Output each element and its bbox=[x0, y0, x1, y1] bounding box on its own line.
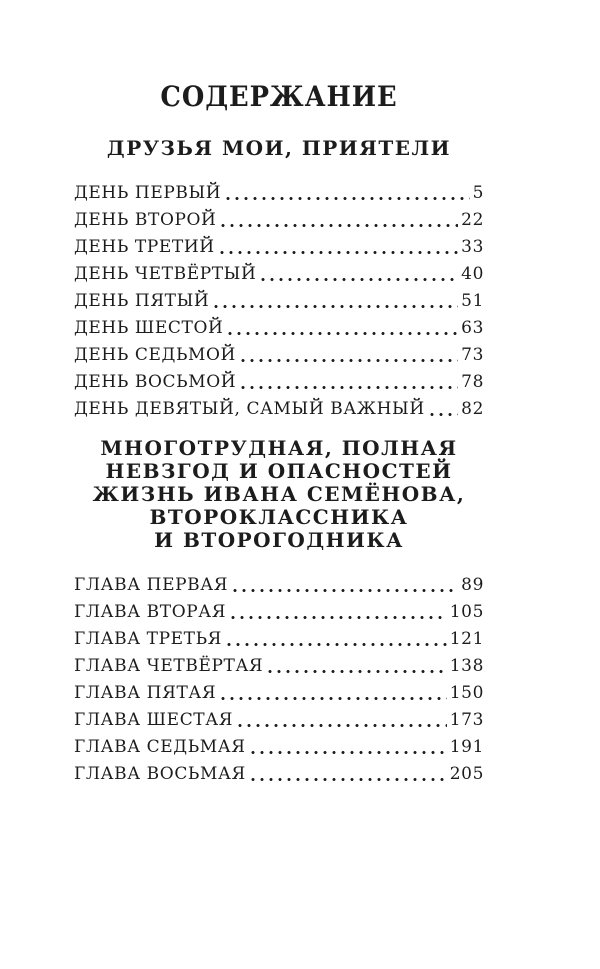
entry-page-number: 5 bbox=[472, 183, 484, 204]
entry-label: ДЕНЬ ШЕСТОЙ bbox=[74, 318, 224, 339]
toc-entry bbox=[74, 761, 484, 788]
toc-entry bbox=[74, 342, 484, 369]
entry-label: ГЛАВА ЧЕТВЁРТАЯ bbox=[74, 656, 264, 677]
entry-label: ДЕНЬ ПЯТЫЙ bbox=[74, 291, 210, 312]
dot-leader bbox=[226, 196, 469, 201]
dot-leader bbox=[251, 777, 447, 782]
entry-list bbox=[74, 180, 484, 423]
toc-page bbox=[74, 0, 484, 788]
toc-entry bbox=[74, 626, 484, 653]
entry-label: ГЛАВА ТРЕТЬЯ bbox=[74, 629, 222, 650]
dot-leader bbox=[231, 615, 447, 620]
entry-label: ГЛАВА СЕДЬМАЯ bbox=[74, 737, 246, 758]
section-heading bbox=[74, 137, 484, 160]
dot-leader bbox=[214, 304, 458, 309]
entry-page-number: 205 bbox=[449, 764, 484, 785]
entry-page-number: 121 bbox=[449, 629, 484, 650]
section-heading-line: ВТОРОКЛАССНИКА bbox=[149, 505, 409, 530]
sections-container bbox=[74, 137, 484, 788]
entry-page-number: 150 bbox=[449, 683, 484, 704]
toc-entry bbox=[74, 261, 484, 288]
entry-page-number: 51 bbox=[461, 291, 484, 312]
toc-section bbox=[74, 137, 484, 423]
entry-label: ДЕНЬ ВТОРОЙ bbox=[74, 210, 217, 231]
dot-leader bbox=[241, 358, 458, 363]
toc-entry bbox=[74, 315, 484, 342]
toc-entry bbox=[74, 396, 484, 423]
entry-label: ГЛАВА ПЯТАЯ bbox=[74, 683, 217, 704]
toc-entry bbox=[74, 207, 484, 234]
section-heading-line: ЖИЗНЬ ИВАНА СЕМЁНОВА, bbox=[92, 482, 466, 507]
section-heading-line: МНОГОТРУДНАЯ, ПОЛНАЯ bbox=[100, 436, 458, 461]
toc-entry bbox=[74, 734, 484, 761]
toc-entry bbox=[74, 572, 484, 599]
entry-page-number: 63 bbox=[461, 318, 484, 339]
entry-page-number: 105 bbox=[449, 602, 484, 623]
entry-page-number: 73 bbox=[461, 345, 484, 366]
section-heading-line: И ВТОРОГОДНИКА bbox=[154, 528, 404, 553]
dot-leader bbox=[430, 412, 458, 417]
toc-entry bbox=[74, 680, 484, 707]
dot-leader bbox=[220, 250, 458, 255]
entry-label: ГЛАВА ШЕСТАЯ bbox=[74, 710, 234, 731]
toc-entry bbox=[74, 234, 484, 261]
entry-label: ДЕНЬ ТРЕТИЙ bbox=[74, 237, 215, 258]
dot-leader bbox=[221, 696, 447, 701]
entry-page-number: 22 bbox=[461, 210, 484, 231]
entry-page-number: 173 bbox=[449, 710, 484, 731]
entry-page-number: 40 bbox=[461, 264, 484, 285]
dot-leader bbox=[268, 669, 446, 674]
entry-label: ДЕНЬ ЧЕТВЁРТЫЙ bbox=[74, 264, 257, 285]
section-heading bbox=[74, 437, 484, 552]
toc-entry bbox=[74, 369, 484, 396]
entry-page-number: 89 bbox=[461, 575, 484, 596]
page-title: СОДЕРЖАНИЕ bbox=[160, 80, 398, 113]
dot-leader bbox=[221, 223, 458, 228]
entry-page-number: 138 bbox=[449, 656, 484, 677]
toc-entry bbox=[74, 599, 484, 626]
dot-leader bbox=[233, 588, 458, 593]
dot-leader bbox=[238, 723, 447, 728]
toc-entry bbox=[74, 653, 484, 680]
entry-page-number: 191 bbox=[449, 737, 484, 758]
dot-leader bbox=[241, 385, 458, 390]
entry-label: ДЕНЬ ВОСЬМОЙ bbox=[74, 372, 237, 393]
section-heading-line: НЕВЗГОД И ОПАСНОСТЕЙ bbox=[105, 459, 453, 484]
dot-leader bbox=[261, 277, 458, 282]
entry-label: ГЛАВА ВОСЬМАЯ bbox=[74, 764, 246, 785]
entry-label: ГЛАВА ПЕРВАЯ bbox=[74, 575, 229, 596]
toc-entry bbox=[74, 288, 484, 315]
toc-section bbox=[74, 437, 484, 788]
entry-page-number: 82 bbox=[461, 399, 484, 420]
toc-entry bbox=[74, 180, 484, 207]
entry-page-number: 33 bbox=[461, 237, 484, 258]
dot-leader bbox=[227, 642, 447, 647]
entry-list bbox=[74, 572, 484, 788]
section-heading-line: ДРУЗЬЯ МОИ, ПРИЯТЕЛИ bbox=[106, 136, 452, 161]
dot-leader bbox=[251, 750, 447, 755]
entry-label: ГЛАВА ВТОРАЯ bbox=[74, 602, 227, 623]
entry-label: ДЕНЬ ПЕРВЫЙ bbox=[74, 183, 222, 204]
entry-label: ДЕНЬ СЕДЬМОЙ bbox=[74, 345, 236, 366]
entry-label: ДЕНЬ ДЕВЯТЫЙ, САМЫЙ ВАЖНЫЙ bbox=[74, 399, 425, 420]
toc-entry bbox=[74, 707, 484, 734]
dot-leader bbox=[228, 331, 458, 336]
entry-page-number: 78 bbox=[461, 372, 484, 393]
